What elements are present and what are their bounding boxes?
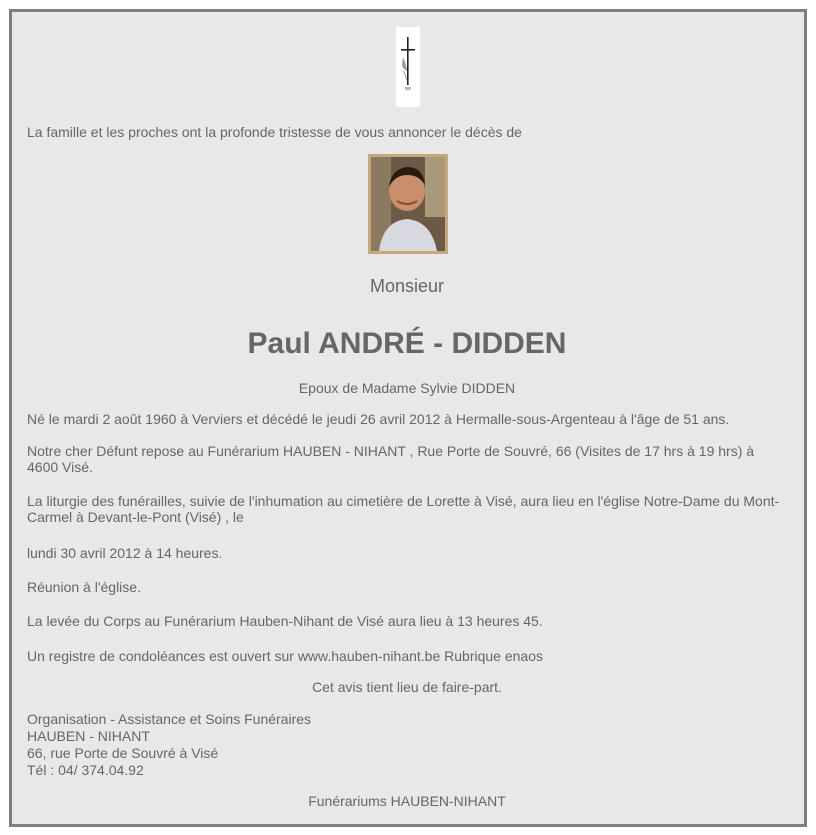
deceased-name: Paul ANDRÉ - DIDDEN	[247, 327, 567, 360]
meeting-text: Réunion à l'église.	[27, 579, 141, 595]
ceremony-date: lundi 30 avril 2012 à 14 heures.	[27, 545, 223, 561]
birth-death-text: Né le mardi 2 août 1960 à Verviers et décédé le jeudi 26 avril 2012 à Hermalle-sous-Argenteau à l'âge de 51 ans.	[27, 411, 730, 427]
org-line-3: 66, rue Porte de Souvré à Visé	[27, 745, 219, 761]
notice-text: Cet avis tient lieu de faire-part.	[312, 679, 502, 695]
deceased-photo	[368, 154, 448, 254]
footer-text: Funérariums HAUBEN-NIHANT	[308, 793, 506, 809]
spouse-text: Epoux de Madame Sylvie DIDDEN	[298, 380, 516, 396]
obituary-card	[9, 9, 807, 827]
org-line-4: Tél : 04/ 374.04.92	[27, 762, 144, 778]
registry-text: Un registre de condoléances est ouvert sur www.hauben-nihant.be Rubrique enaos	[27, 648, 543, 664]
rest-text: Notre cher Défunt repose au Funérarium HAUBEN - NIHANT , Rue Porte de Souvré, 66 (Visites de 17 hrs à 19 hrs) à 4600 Visé.	[27, 443, 755, 475]
intro-text: La famille et les proches ont la profonde tristesse de vous annoncer le décès de	[27, 124, 522, 140]
org-line-2: HAUBEN - NIHANT	[27, 728, 150, 744]
liturgy-text: La liturgie des funérailles, suivie de l'inhumation au cimetière de Lorette à Visé, aura lieu en l'église Notre-Dame du Mont-Carmel à Devant-le-Pont (Visé) , le	[27, 493, 780, 525]
portrait-image	[371, 157, 445, 251]
cross-emblem	[396, 27, 420, 107]
salutation: Monsieur	[369, 276, 445, 296]
cross-icon	[396, 27, 420, 107]
org-line-1: Organisation - Assistance et Soins Funéraires	[27, 711, 312, 727]
levee-text: La levée du Corps au Funérarium Hauben-Nihant de Visé aura lieu à 13 heures 45.	[27, 613, 543, 629]
